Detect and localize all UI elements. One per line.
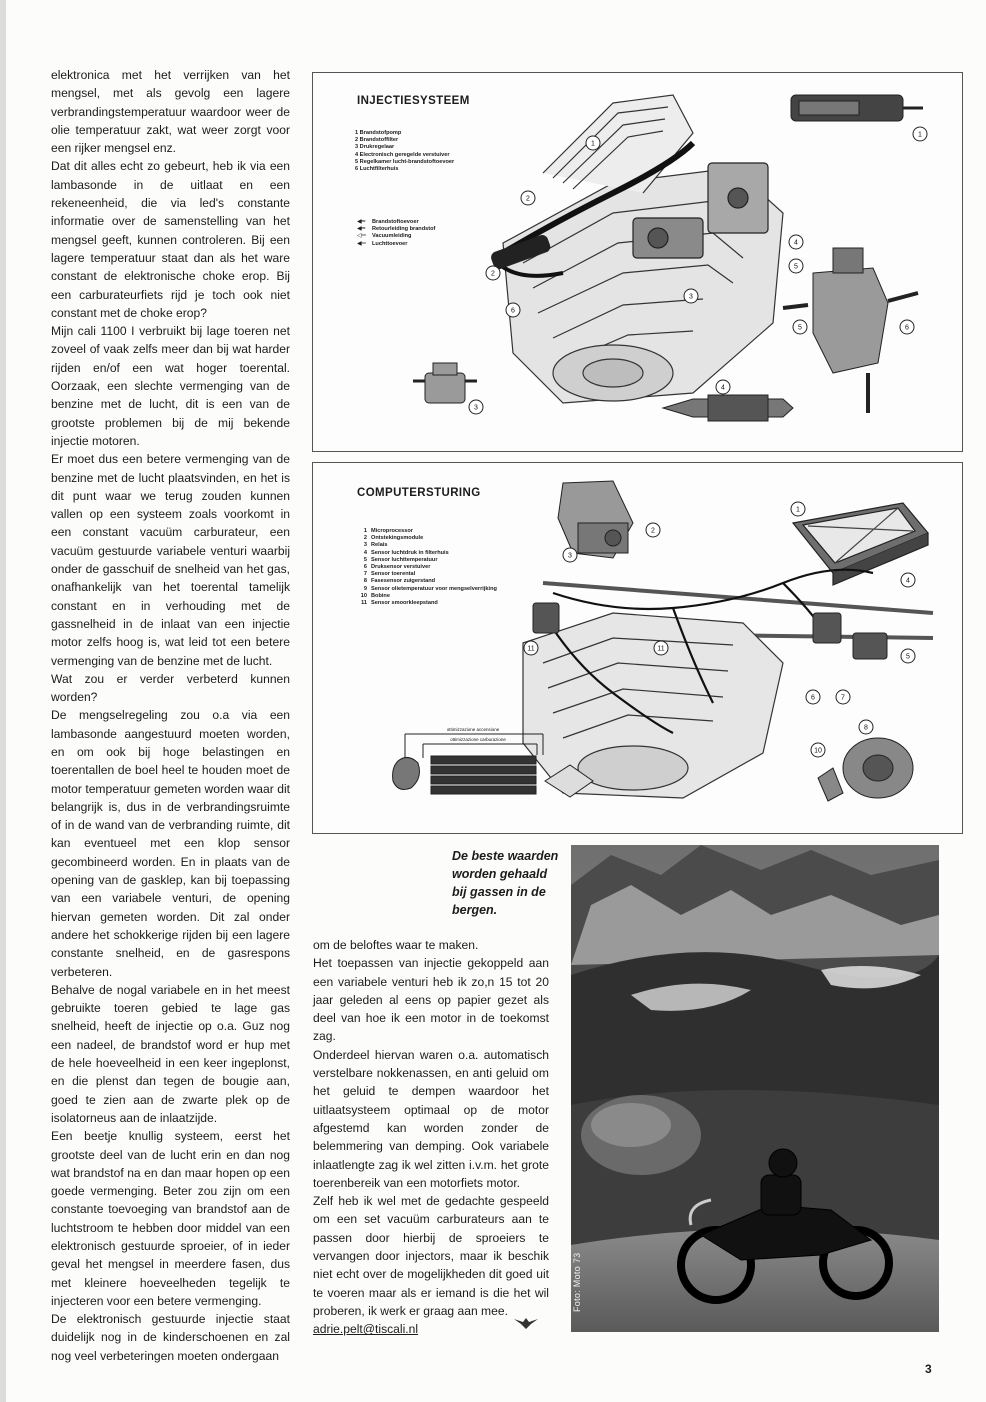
callout-number: 4	[721, 384, 725, 392]
paragraph: De mengselregeling zou o.a via een lambasonde aangestuurd moeten worden, en om ook bij hoge belastingen en toerentallen de boel heel te houden moet de motor temperatuur gemeten worden waar dit belangrijk is, dus in de verbrandingsruimte of in de wand van de verbranding ruimte, dit kan eventueel met een klop sensor gecombineerd worden. En in plaats van de opening van de gasklep, kan bij toepassing van een variabele venturi, de opening hiervan gemeten worden. Dit zal onder andere het schokkerige rijden bij een lagere constante snelheid, en de gasrespons verbeteren.	[51, 708, 290, 979]
callout-number: 2	[526, 195, 530, 203]
diagram-title: INJECTIESYSTEEM	[357, 95, 470, 107]
arrow-left-icon: ◀━	[357, 226, 366, 233]
legend-item: 3 Relais	[363, 542, 388, 549]
paragraph: Een beetje knullig systeem, eerst het grootste deel van de lucht erin en dan nog wat brandstof na en dan maar hopen op een goede vermenging. Beter zou zijn om een constante toevoeging van brandstof aan de luchtstroom te hebben door middel van een elektronisch gestuurde sproeier, of in ieder geval het mengsel in meerdere fasen, dus met kleinere hoeveelheden tegelijk te injecteren voor een betere vermenging.	[51, 1129, 290, 1308]
legend-item: 1 Brandstofpomp	[355, 130, 402, 136]
legend-item: 4 Electronisch geregelde verstuiver	[355, 151, 450, 158]
callout-number: 3	[568, 552, 572, 560]
computer-control-diagram	[312, 462, 963, 834]
paragraph: Het toepassen van injectie gekoppeld aan een variabele venturi heb ik zo,n 15 tot 20 jaar geleden al eens op papier gezet als deel van hoe ik een motor in de toekomst zag.	[313, 956, 549, 1044]
computer-engine-illustration	[313, 463, 962, 833]
flow-legend-item: ◀═ Luchttoevoer	[357, 240, 408, 247]
callout-number: 5	[798, 324, 802, 332]
schematic-label: ottimizzazione carburazione	[450, 737, 506, 742]
legend-item: 6 Luchtfilterhuis	[355, 166, 399, 173]
legend-item: 10 Bobine	[360, 592, 390, 599]
legend-item: 1 Microprocessor	[363, 528, 413, 534]
eagle-logo-icon	[513, 1316, 539, 1330]
callout-number: 7	[841, 694, 845, 702]
arrow-left-icon: ◀━	[357, 219, 366, 225]
legend-item: 2 Brandstoffilter	[355, 137, 399, 144]
callout-number: 4	[906, 577, 910, 585]
callout-number: 1	[591, 140, 595, 148]
injection-legend	[355, 130, 454, 173]
photo-credit: Foto: Moto 73	[572, 1252, 582, 1312]
callout-number: 4	[794, 239, 798, 247]
callout-number: 6	[811, 694, 815, 702]
paragraph: Zelf heb ik wel met de gedachte gespeeld om een set vacuüm carburateurs aan te passen door hierbij de sproeiers te vervangen door injectors, maar ik beschik niet echt over de mogelijkheden dit goed uit te voeren maar als er iemand is die het wil proberen, ik werk er graag aan mee.	[313, 1194, 549, 1318]
paragraph: om de beloftes waar te maken.	[313, 938, 479, 952]
callout-number: 5	[794, 263, 798, 271]
callout-number: 11	[657, 645, 665, 653]
schematic-label: ottimizzazione accensione	[446, 727, 500, 732]
photo-caption: De beste waarden worden gehaald bij gassen in de bergen.	[452, 849, 559, 917]
callout-number: 6	[511, 307, 515, 315]
article-middle-column	[313, 936, 549, 1339]
page-edge	[0, 0, 6, 1402]
paragraph: Er moet dus een betere vermenging van de benzine met de lucht plaatsvinden, en het is dit punt waar we terug zouden kunnen vallen op een systeem zoals voorkomt in een constant vacuüm carburateur, een vacuüm gestuurde variabele venturi waarbij onder de gasschuif de snelheid van het gas, onafhankelijk van het toerental tamelijk constant en in verhouding met de gassnelheid in de inlaat van een injectie motor zelfs hoog is, wat leid tot een betere vermenging van de benzine met de lucht.	[51, 452, 290, 668]
callout-number: 5	[906, 653, 910, 661]
article-left-column	[51, 66, 290, 1365]
arrow-left-icon: ◁═	[357, 233, 366, 240]
callout-number: 2	[491, 270, 495, 278]
paragraph: Wat zou er verder verbeterd kunnen worden?	[51, 671, 290, 705]
callout-number: 3	[689, 293, 693, 301]
callout-number: 8	[864, 724, 868, 732]
callout-number: 10	[814, 747, 822, 755]
legend-item: 11 Sensor smoorkleepstand	[361, 600, 438, 607]
page-number: 3	[925, 1362, 932, 1376]
paragraph: Behalve de nogal variabele en in het meest gebruikte toeren gebied te lage gas snelheid, heeft de injectie op o.a. Guz nog een nadeel, de brandstof word er hup met de hele hoeveelheid in een keer ingeplonst, en die plenst dan tegen de bougie aan, goed te zien aan de zwarte plek op de isolatorneus aan de inlaatzijde.	[51, 982, 290, 1125]
legend-item: 6 Druksensor verstuiver	[363, 564, 431, 571]
computer-legend	[357, 528, 497, 607]
callout-number: 6	[905, 324, 909, 332]
injection-system-diagram	[312, 72, 963, 452]
paragraph: Mijn cali 1100 I verbruikt bij lage toeren net zoveel of vaak zelfs meer dan bij wat harder rijden en/of een wat hoger toerental. Oorzaak, een slechte vermenging van de benzine met de lucht, dit is een van de grootste problemen bij de mij bekende injectie motoren.	[51, 324, 290, 448]
legend-item: 4 Sensor luchtdruk in filterhuis	[363, 549, 449, 556]
flow-legend-item: ◀━ Retourleiding brandstof	[357, 226, 436, 233]
legend-item: 5 Regelkamer lucht-brandstoftoevoer	[355, 158, 455, 165]
flow-legend-item: ◀━ Brandstoftoevoer	[357, 219, 419, 225]
paragraph: Onderdeel hiervan waren o.a. automatisch verstelbare nokkenassen, en anti geluid om het geluid te dempen waardoor het uitlaatsysteem optimaal op de motor afgestemd kan worden zonder de belemmering van demping. Ook variabele inlaatlengte zag ik wel zitten i.v.m. het grote toerenbereik van een motorfiets motor.	[313, 1047, 549, 1190]
callout-number: 1	[918, 131, 922, 139]
paragraph: elektronica met het verrijken van het mengsel, met als gevolg een lagere verbrandingstemperatuur waardoor weer de olie temperatuur zakt, wat weer zorgt voor een rijker mengsel enz.	[51, 68, 290, 156]
arrow-left-icon: ◀═	[357, 240, 366, 247]
diagram-title: COMPUTERSTURING	[357, 487, 481, 499]
legend-item: 2 Ontstekingsmodule	[363, 535, 424, 542]
photo-image	[571, 845, 939, 1332]
mountain-motorcycle-photo	[571, 845, 939, 1332]
flow-legend-item: ◁═ Vacuumleiding	[357, 233, 412, 240]
legend-item: 7 Sensor toerental	[363, 571, 416, 578]
callout-number: 11	[527, 645, 535, 653]
paragraph: De elektronisch gestuurde injectie staat duidelijk nog in de kinderschoenen en zal nog veel verbeteringen moeten ondergaan	[51, 1312, 290, 1363]
callout-number: 1	[796, 506, 800, 514]
legend-item: 8 Fasesensor zuigerstand	[363, 578, 436, 585]
callout-number: 3	[474, 404, 478, 412]
paragraph: Dat dit alles echt zo gebeurt, heb ik via een lambasonde in de uitlaat en een rekeneenheid, die via led's constante informatie over de samenstelling van het mengsel geeft, kunnen controleren. Bij een lagere temperatuur staat dan als het ware constant de elektronische choke erop. Bij een carburateurfiets rijd je toch ook niet constant met de choke erop?	[51, 159, 290, 320]
author-email-link[interactable]: adrie.pelt@tiscali.nl	[313, 1322, 419, 1337]
flow-legend	[357, 219, 435, 248]
legend-item: 5 Sensor luchttemperatuur	[363, 556, 438, 563]
legend-item: 3 Drukregelaar	[355, 144, 395, 151]
legend-item: 9 Sensor olietemperatuur voor mengselverrijking	[363, 585, 497, 592]
callout-number: 2	[651, 527, 655, 535]
